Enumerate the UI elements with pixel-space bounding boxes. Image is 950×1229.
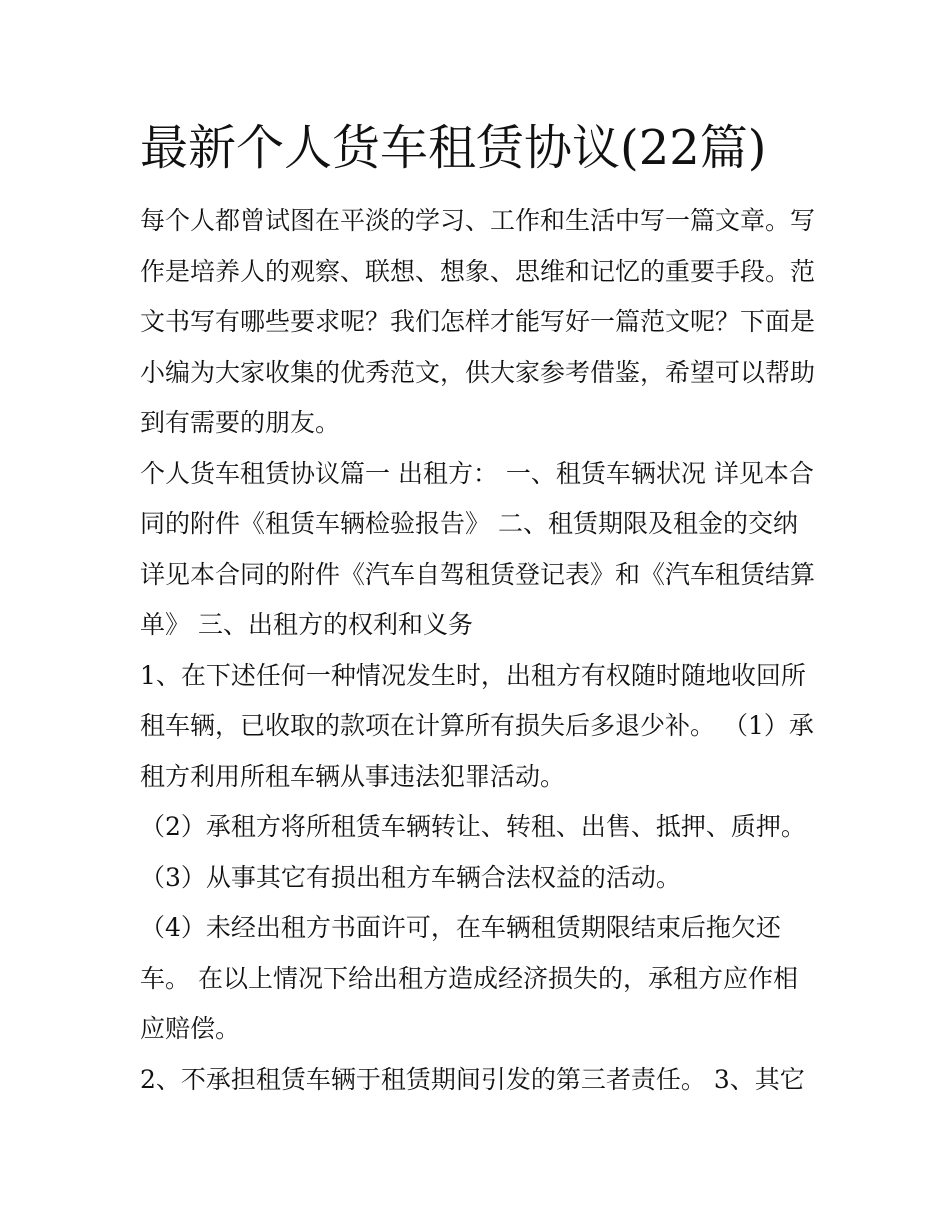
document-title: 最新个人货车租赁协议(22篇) — [140, 120, 767, 176]
text-line: 每个人都曾试图在平淡的学习、工作和生活中写一篇文章。写 — [140, 206, 816, 235]
text-line: 应赔偿。 — [140, 1014, 241, 1043]
text-line: 个人货车租赁协议篇一 出租方： 一、租赁车辆状况 详见本合 — [140, 458, 814, 488]
text-line: 2、不承担租赁车辆于租赁期间引发的第三者责任。 3、其它 — [140, 1064, 805, 1094]
text-line: 同的附件《租赁车辆检验报告》 二、租赁期限及租金的交纳 — [140, 509, 798, 538]
text-line: 车。 在以上情况下给出租方造成经济损失的，承租方应作相 — [140, 963, 798, 993]
document-body — [140, 196, 820, 1105]
text-line: （4）未经出租方书面许可，在车辆租赁期限结束后拖欠还 — [140, 913, 781, 942]
text-line: 租车辆，已收取的款项在计算所有损失后多退少补。 （1）承 — [140, 711, 814, 740]
text-line: （2）承租方将所租赁车辆转让、转租、出售、抵押、质押。 — [140, 812, 806, 841]
text-line: 小编为大家收集的优秀范文，供大家参考借鉴，希望可以帮助 — [140, 357, 816, 387]
text-line: 到有需要的朋友。 — [140, 408, 341, 437]
text-line: 作是培养人的观察、联想、想象、思维和记忆的重要手段。范 — [140, 256, 816, 286]
text-line: 租方利用所租车辆从事违法犯罪活动。 — [140, 761, 566, 791]
text-line: （3）从事其它有损出租方车辆合法权益的活动。 — [140, 862, 681, 892]
text-line: 1、在下述任何一种情况发生时，出租方有权随时随地收回所 — [140, 660, 806, 690]
text-line: 文书写有哪些要求呢？我们怎样才能写好一篇范文呢？下面是 — [140, 307, 816, 336]
text-line: 单》 三、出租方的权利和义务 — [140, 610, 473, 639]
text-line: 详见本合同的附件《汽车自驾租赁登记表》和《汽车租赁结算 — [140, 559, 816, 589]
